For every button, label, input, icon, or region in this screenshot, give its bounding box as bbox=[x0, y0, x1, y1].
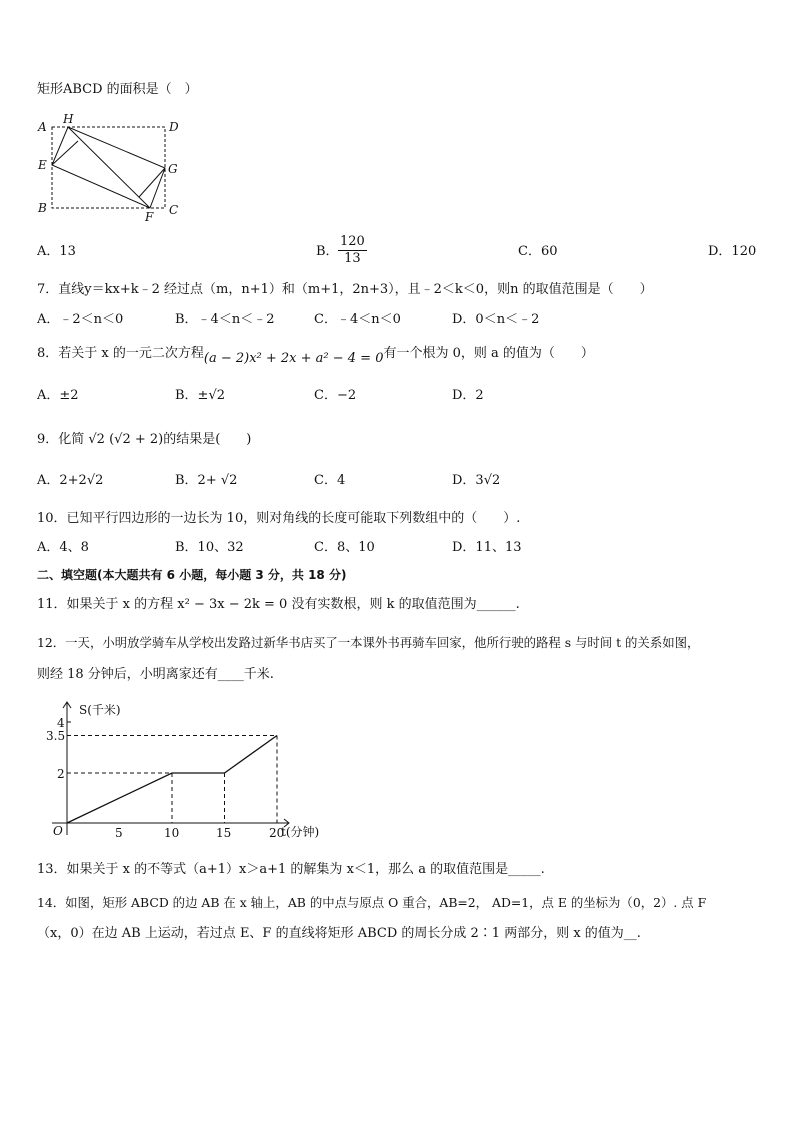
q8-option-a[interactable]: A．±2 bbox=[37, 388, 79, 403]
q8-equation: (a − 2)x² + 2x + a² − 4 = 0 bbox=[203, 351, 384, 366]
fold-line-g bbox=[139, 168, 165, 197]
section-2-heading: 二、填空题(本大题共有 6 小题，每小题 3 分，共 18 分) bbox=[37, 568, 347, 582]
q7-stem: 7．直线y＝kx+k﹣2 经过点（m，n+1）和（m+1，2n+3），且﹣2＜k＜0，则n 的取值范围是（ ） bbox=[37, 282, 653, 297]
q7-option-c[interactable]: C．﹣4＜n＜0 bbox=[314, 312, 401, 327]
q7-option-b[interactable]: B．﹣4＜n＜﹣2 bbox=[175, 312, 275, 327]
label-c: C bbox=[169, 203, 179, 217]
q10-stem: 10．已知平行四边形的一边长为 10，则对角线的长度可能取下列数组中的（ ）. bbox=[37, 511, 521, 526]
q6-option-a[interactable]: A．13 bbox=[37, 244, 76, 259]
q14-line-2: （x，0）在边 AB 上运动，若过点 E、F 的直线将矩形 ABCD 的周长分成 2∶1 两部分，则 x 的值为__. bbox=[37, 926, 641, 941]
x-tick-15: 15 bbox=[216, 826, 232, 840]
label-d: D bbox=[169, 120, 179, 134]
q7-option-d[interactable]: D．0＜n＜﹣2 bbox=[452, 312, 540, 327]
label-b: B bbox=[38, 201, 47, 215]
q8-option-d[interactable]: D．2 bbox=[452, 388, 484, 403]
q12-line-2: 则经 18 分钟后，小明离家还有____千米. bbox=[37, 667, 274, 682]
q11-stem: 11．如果关于 x 的方程 x² − 3x − 2k = 0 没有实数根，则 k 的取值范围为______. bbox=[37, 597, 520, 612]
y-tick-2: 2 bbox=[57, 767, 65, 781]
q6-option-c[interactable]: C．60 bbox=[518, 244, 558, 259]
q8-stem bbox=[37, 346, 594, 366]
parallelogram-hegf bbox=[52, 127, 165, 208]
q10-option-c[interactable]: C．8、10 bbox=[314, 540, 375, 555]
q10-option-b[interactable]: B．10、32 bbox=[175, 540, 244, 555]
label-f: F bbox=[145, 210, 154, 224]
fraction-denominator: 13 bbox=[344, 251, 361, 266]
q10-option-a[interactable]: A．4、8 bbox=[37, 540, 89, 555]
label-e: E bbox=[38, 158, 47, 172]
q13-stem: 13．如果关于 x 的不等式（a+1）x＞a+1 的解集为 x＜1，那么 a 的取值范围是_____. bbox=[37, 862, 545, 877]
q12-line-1: 12．一天，小明放学骑车从学校出发路过新华书店买了一本课外书再骑车回家，他所行驶的路程 s 与时间 t 的关系如图， bbox=[37, 635, 700, 650]
x-axis-arrow bbox=[284, 819, 289, 827]
origin-label: O bbox=[53, 824, 63, 838]
q7-option-a[interactable]: A．﹣2＜n＜0 bbox=[37, 312, 124, 327]
q8-option-b[interactable]: B．±√2 bbox=[175, 388, 226, 403]
fold-line-e bbox=[52, 141, 78, 165]
y-axis-label: S(千米) bbox=[79, 703, 121, 717]
fraction-numerator: 120 bbox=[340, 234, 365, 249]
q6-option-b-fraction bbox=[338, 234, 367, 267]
q10-option-d[interactable]: D．11、13 bbox=[452, 540, 522, 555]
q6-stem: 矩形ABCD 的面积是（ ） bbox=[37, 82, 198, 97]
q9-stem: 9．化简 √2 (√2 + 2)的结果是( ) bbox=[37, 432, 252, 447]
x-tick-5: 5 bbox=[115, 826, 123, 840]
q14-line-1: 14．如图，矩形 ABCD 的边 AB 在 x 轴上，AB 的中点与原点 O 重合，AB=2， AD=1，点 E 的坐标为（0，2）. 点 F bbox=[37, 895, 707, 910]
q6-option-d[interactable]: D．120 bbox=[708, 244, 757, 259]
chart-axes bbox=[52, 702, 289, 835]
q6-option-b[interactable]: B． bbox=[316, 244, 339, 259]
y-tick-4-label: 4 bbox=[57, 716, 65, 730]
y-tick-3-5: 3.5 bbox=[46, 729, 66, 743]
x-axis-label: t(分钟) bbox=[281, 825, 320, 839]
y-axis-arrow bbox=[63, 702, 71, 708]
rectangle-abcd bbox=[52, 127, 165, 208]
label-h: H bbox=[63, 112, 74, 126]
q8-stem-a: 8．若关于 x 的一元二次方程 bbox=[37, 346, 204, 361]
q9-option-c[interactable]: C．4 bbox=[314, 473, 346, 488]
diagonal-hf bbox=[68, 127, 150, 208]
q8-stem-b: 有一个根为 0，则 a 的值为（ ） bbox=[383, 346, 594, 361]
label-a: A bbox=[38, 120, 47, 134]
q9-option-b[interactable]: B．2+ √2 bbox=[175, 473, 238, 488]
q8-option-c[interactable]: C．−2 bbox=[314, 388, 357, 403]
x-tick-10: 10 bbox=[164, 826, 180, 840]
label-g: G bbox=[168, 162, 178, 176]
q9-option-d[interactable]: D．3√2 bbox=[452, 473, 501, 488]
x-tick-20: 20 bbox=[269, 826, 285, 840]
distance-time-line bbox=[67, 736, 277, 824]
q9-option-a[interactable]: A．2+2√2 bbox=[37, 473, 104, 488]
